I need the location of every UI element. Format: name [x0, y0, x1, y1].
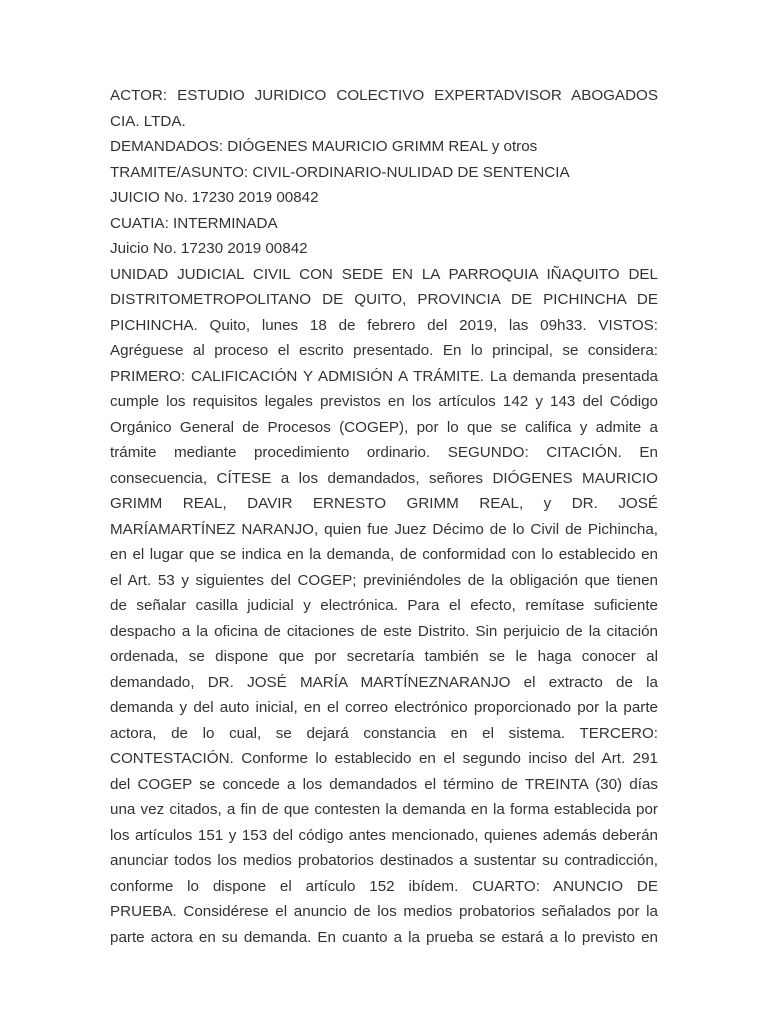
juicio-number-lower: Juicio No. 17230 2019 00842: [110, 240, 308, 257]
body-line: demandado, DR. JOSÉ MARÍA MARTÍNEZNARANJO el extracto de la: [110, 673, 658, 691]
body-line: anunciar todos los medios probatorios destinados a sustentar su contradicción,: [110, 852, 658, 869]
body-line: DISTRITOMETROPOLITANO DE QUITO, PROVINCIA DE PICHINCHA DE: [110, 291, 658, 308]
body-line: parte actora en su demanda. En cuanto a la prueba se estará a lo previsto en: [110, 928, 658, 946]
body-line: GRIMM REAL, DAVIR ERNESTO GRIMM REAL, y DR. JOSÉ: [110, 495, 658, 512]
demandados-line: DEMANDADOS: DIÓGENES MAURICIO GRIMM REAL y otros: [110, 138, 538, 155]
cuantia-line: CUATIA: INTERMINADA: [110, 214, 278, 232]
body-line: consecuencia, CÍTESE a los demandados, señores DIÓGENES MAURICIO: [110, 469, 658, 487]
body-line: conforme lo dispone el artículo 152 ibídem. CUARTO: ANUNCIO DE: [110, 877, 658, 895]
body-line: PRUEBA. Considérese el anuncio de los medios probatorios señalados por la: [110, 903, 658, 920]
body-line: demanda y del auto inicial, en el correo electrónico proporcionado por la parte: [110, 699, 658, 716]
body-line: ordenada, se dispone que por secretaría también se le haga conocer al: [110, 648, 658, 665]
tramite-line: TRAMITE/ASUNTO: CIVIL-ORDINARIO-NULIDAD DE SENTENCIA: [110, 163, 570, 181]
actor-line-2: CIA. LTDA.: [110, 112, 186, 130]
body-line: MARÍAMARTÍNEZ NARANJO, quien fue Juez Décimo de lo Civil de Pichincha,: [110, 520, 658, 538]
body-line: una vez citados, a fin de que contesten la demanda en la forma establecida por: [110, 801, 658, 818]
body-line: cumple los requisitos legales previstos en los artículos 142 y 143 del Código: [110, 393, 658, 410]
body-line: Agréguese al proceso el escrito presentado. En lo principal, se considera:: [110, 342, 658, 359]
body-line: el Art. 53 y siguientes del COGEP; previniéndoles de la obligación que tienen: [110, 571, 658, 589]
body-line: actora, de lo cual, se dejará constancia en el sistema. TERCERO:: [110, 724, 658, 742]
body-line: CONTESTACIÓN. Conforme lo establecido en el segundo inciso del Art. 291: [110, 750, 658, 767]
body-line: de señalar casilla judicial y electrónica. Para el efecto, remítase suficiente: [110, 597, 658, 614]
resolution-body: [110, 262, 658, 951]
body-line: despacho a la oficina de citaciones de este Distrito. Sin perjuicio de la citación: [110, 622, 658, 640]
body-line: en el lugar que se indica en la demanda, de conformidad con lo establecido en: [110, 546, 658, 563]
body-line: PICHINCHA. Quito, lunes 18 de febrero del 2019, las 09h33. VISTOS:: [110, 316, 658, 334]
body-line: los artículos 151 y 153 del código antes mencionado, quienes además deberán: [110, 826, 658, 844]
body-line: del COGEP se concede a los demandados el término de TREINTA (30) días: [110, 775, 658, 793]
juicio-number-upper: JUICIO No. 17230 2019 00842: [110, 189, 319, 206]
body-line: Orgánico General de Procesos (COGEP), por lo que se califica y admite a: [110, 418, 658, 436]
body-line: trámite mediante procedimiento ordinario. SEGUNDO: CITACIÓN. En: [110, 444, 658, 461]
document-text: [110, 83, 658, 950]
body-line: PRIMERO: CALIFICACIÓN Y ADMISIÓN A TRÁMITE. La demanda presentada: [110, 367, 658, 385]
body-line: UNIDAD JUDICIAL CIVIL CON SEDE EN LA PARROQUIA IÑAQUITO DEL: [110, 265, 658, 283]
actor-line-1: ACTOR: ESTUDIO JURIDICO COLECTIVO EXPERTADVISOR ABOGADOS: [110, 87, 658, 104]
